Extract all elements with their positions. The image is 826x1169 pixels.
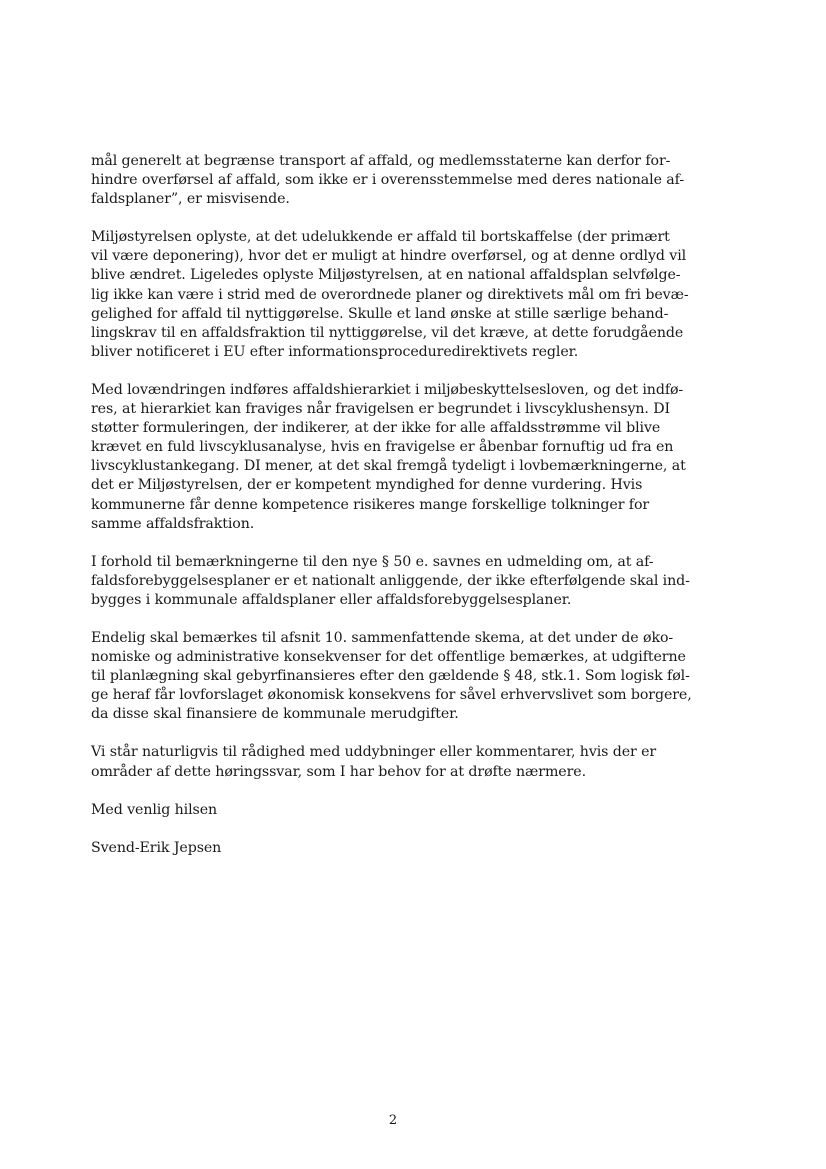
paragraph-1: mål generelt at begrænse transport af affald, og medlemsstaterne kan derfor for- hindre overførsel af affald, som ikke er i overensstemmelse med deres nationale af- faldsplaner”, er misvisende.	[91, 153, 685, 208]
signature-name: Svend-Erik Jepsen	[91, 839, 222, 856]
paragraph-5: Endelig skal bemærkes til afsnit 10. sammenfattende skema, at det under de øko- nomiske og administrative konsekvenser for det offentlige bemærkes, at udgifterne til planlægning skal gebyrfinansieres efter den gældende § 48, stk.1. Som logisk føl- ge heraf får lovforslaget økonomisk konsekvens for såvel erhvervslivet som borgere, da disse skal finansiere de kommunale merudgifter.	[91, 629, 692, 723]
paragraph-6: Vi står naturligvis til rådighed med uddybninger eller kommentarer, hvis der er områder af dette høringssvar, som I har behov for at drøfte nærmere.	[91, 744, 657, 780]
closing-salutation: Med venlig hilsen	[91, 801, 218, 818]
paragraph-2: Miljøstyrelsen oplyste, at det udelukkende er affald til bortskaffelse (der primært vil være deponering), hvor det er muligt at hindre overførsel, og at denne ordlyd vil blive ændret. Ligeledes oplyste Miljøstyrelsen, at en national affaldsplan selvfølge- lig ikke kan være i strid med de overordnede planer og direktivets mål om fri bevæ- gelighed for affald til nyttiggørelse. Skulle et land ønske at stille særlige behand- lingskrav til en affaldsfraktion til nyttiggørelse, vil det kræve, at dette forudgående bliver notificeret i EU efter informationsproceduredirektivets regler.	[91, 229, 689, 360]
paragraph-3: Med lovændringen indføres affaldshierarkiet i miljøbeskyttelsesloven, og det indfø- res, at hierarkiet kan fraviges når fravigelsen er begrundet i livscyklushensyn. DI støtter formuleringen, der indikerer, at der ikke for alle affaldsstrømme vil blive krævet en fuld livscyklusanalyse, hvis en fravigelse er åbenbar fornuftig ud fra en livscyklustankegang. DI mener, at det skal fremgå tydeligt i lovbemærkningerne, at det er Miljøstyrelsen, der er kompetent myndighed for denne vurdering. Hvis kommunerne får denne kompetence risikeres mange forskellige tolkninger for samme affaldsfraktion.	[91, 381, 686, 532]
paragraph-4: I forhold til bemærkningerne til den nye § 50 e. savnes en udmelding om, at af- faldsforebyggelsesplaner er et nationalt anliggende, der ikke efterfølgende skal ind- bygges i kommunale affaldsplaner eller affaldsforebyggelsesplaner.	[91, 553, 690, 608]
letter-body	[91, 152, 693, 877]
page-number: 2	[388, 1113, 398, 1128]
